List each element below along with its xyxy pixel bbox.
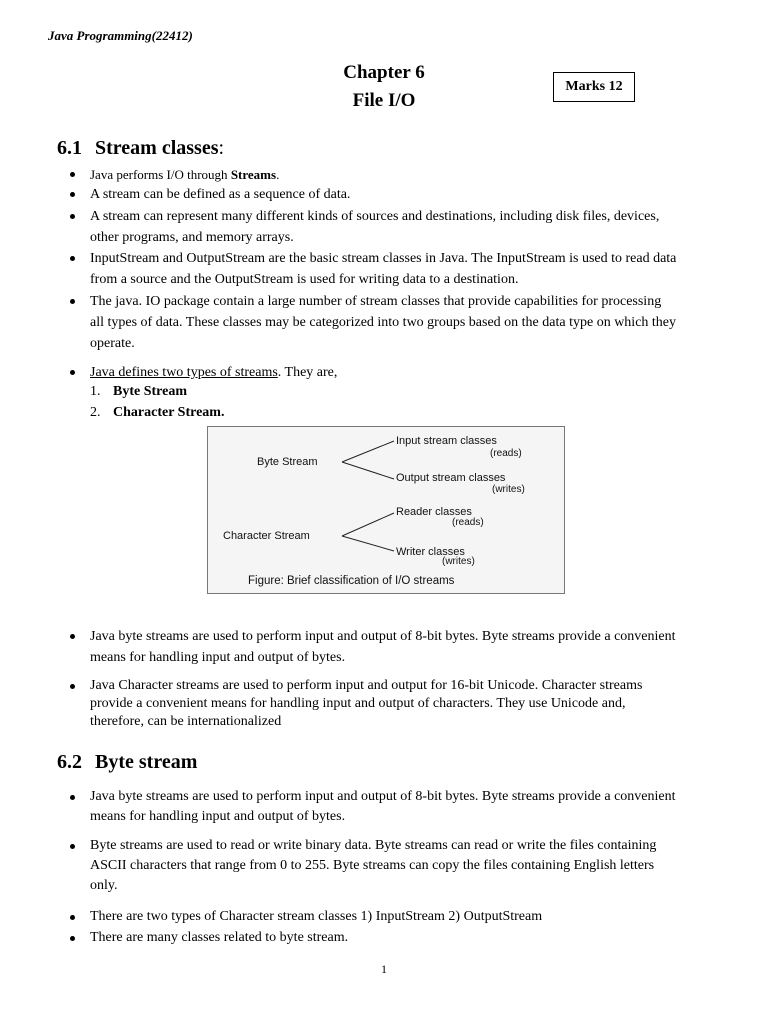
reads-label: (reads) xyxy=(490,448,522,459)
bullet-line: from a source and the OutputStream is used for writing data to a destination. xyxy=(90,272,519,287)
bullet-icon xyxy=(70,795,75,800)
writes-label: (writes) xyxy=(492,484,525,495)
writes-label: (writes) xyxy=(442,556,475,567)
character-stream-label: Character Stream xyxy=(223,530,310,542)
bullet-line: The java. IO package contain a large number of stream classes that provide capabilities for processing xyxy=(90,294,662,309)
bullet-icon xyxy=(70,936,75,941)
bullet-icon xyxy=(70,844,75,849)
bullet-item xyxy=(90,362,722,383)
bullet-text: There are two types of Character stream classes 1) InputStream 2) OutputStream xyxy=(90,909,543,924)
bullet-icon xyxy=(70,214,75,219)
bullet-icon xyxy=(70,684,75,689)
bullet-item xyxy=(90,677,722,731)
reader-classes-label: Reader classes xyxy=(396,506,472,518)
bullet-item xyxy=(90,206,722,248)
bullet-text: There are many classes related to byte stream. xyxy=(90,930,349,945)
course-header: Java Programming(22412) xyxy=(48,28,193,43)
bullet-item xyxy=(90,164,722,186)
branch-line xyxy=(342,441,394,462)
bullet-icon xyxy=(70,256,75,261)
bullet-icon xyxy=(70,192,75,197)
section-colon: : xyxy=(218,137,225,159)
page-number: 1 xyxy=(381,962,387,976)
bullet-line: Java byte streams are used to perform input and output of 8-bit bytes. Byte streams provide a convenient xyxy=(90,629,676,644)
section-6-2-heading xyxy=(57,751,197,774)
bullet-line: operate. xyxy=(90,336,135,351)
bullet-line: provide a convenient means for handling input and output of characters. They use Unicode and, xyxy=(90,696,626,711)
bullet-line: A stream can represent many different kinds of sources and destinations, including disk files, devices, xyxy=(90,209,660,224)
section-6-1-heading xyxy=(57,137,224,160)
bullet-line: means for handling input and output of bytes. xyxy=(90,809,346,824)
chapter-title: File I/O xyxy=(352,90,416,111)
bullet-line: Byte streams are used to read or write binary data. Byte streams can read or write the files containing xyxy=(90,838,657,853)
bullet-text-end: . xyxy=(276,167,280,182)
list-number: 1. xyxy=(90,384,101,399)
bullet-item xyxy=(90,836,722,896)
output-stream-classes-label: Output stream classes xyxy=(396,472,506,484)
bullet-icon xyxy=(70,634,75,639)
bullet-item xyxy=(90,787,722,827)
list-number: 2. xyxy=(90,405,101,420)
bullet-bold-text: Streams xyxy=(230,167,277,182)
bullet-icon xyxy=(70,370,75,375)
bullet-item xyxy=(90,291,722,354)
byte-stream-label: Byte Stream xyxy=(257,456,318,468)
io-streams-figure xyxy=(207,426,565,594)
bullet-icon xyxy=(70,299,75,304)
section-number: 6.1 xyxy=(57,137,82,159)
section-title: Stream classes xyxy=(95,137,219,159)
bullet-icon xyxy=(70,172,75,177)
branch-line xyxy=(342,513,394,536)
list-label: Byte Stream xyxy=(113,384,187,399)
figure-caption: Figure: Brief classification of I/O streams xyxy=(248,575,455,587)
list-label: Character Stream. xyxy=(113,405,225,420)
bullet-item xyxy=(90,184,722,205)
branch-line xyxy=(342,462,394,479)
bullet-item xyxy=(90,907,722,927)
input-stream-classes-label: Input stream classes xyxy=(396,435,497,447)
chapter-number: Chapter 6 xyxy=(343,62,425,83)
bullet-line: InputStream and OutputStream are the basic stream classes in Java. The InputStream is used to read data xyxy=(90,251,677,266)
numbered-item-character-stream xyxy=(90,403,224,423)
bullet-line: ASCII characters that range from 0 to 255. Byte streams can copy the files containing English letters xyxy=(90,858,655,873)
bullet-line: all types of data. These classes may be categorized into two groups based on the data type on which they xyxy=(90,315,677,330)
underlined-text: Java defines two types of streams xyxy=(90,365,278,380)
bullet-item xyxy=(90,626,722,668)
branch-line xyxy=(342,536,394,551)
bullet-line: only. xyxy=(90,878,118,893)
marks-box: Marks 12 xyxy=(553,72,635,102)
section-title: Byte stream xyxy=(95,751,198,773)
io-streams-diagram xyxy=(208,427,564,593)
bullet-line: other programs, and memory arrays. xyxy=(90,230,294,245)
bullet-line: means for handling input and output of bytes. xyxy=(90,650,346,665)
bullet-item xyxy=(90,248,722,290)
bullet-text: A stream can be defined as a sequence of data. xyxy=(90,187,351,202)
bullet-item xyxy=(90,928,722,948)
reads-label: (reads) xyxy=(452,517,484,528)
bullet-line: Java Character streams are used to perform input and output for 16-bit Unicode. Character streams xyxy=(90,678,643,693)
bullet-text: . They are, xyxy=(277,365,338,380)
numbered-item-byte-stream xyxy=(90,382,187,402)
writer-classes-label: Writer classes xyxy=(396,546,465,558)
bullet-line: therefore, can be internationalized xyxy=(90,714,282,729)
bullet-icon xyxy=(70,915,75,920)
bullet-text: Java performs I/O through xyxy=(90,167,231,182)
bullet-line: Java byte streams are used to perform input and output of 8-bit bytes. Byte streams provide a convenient xyxy=(90,789,676,804)
section-number: 6.2 xyxy=(57,751,82,773)
